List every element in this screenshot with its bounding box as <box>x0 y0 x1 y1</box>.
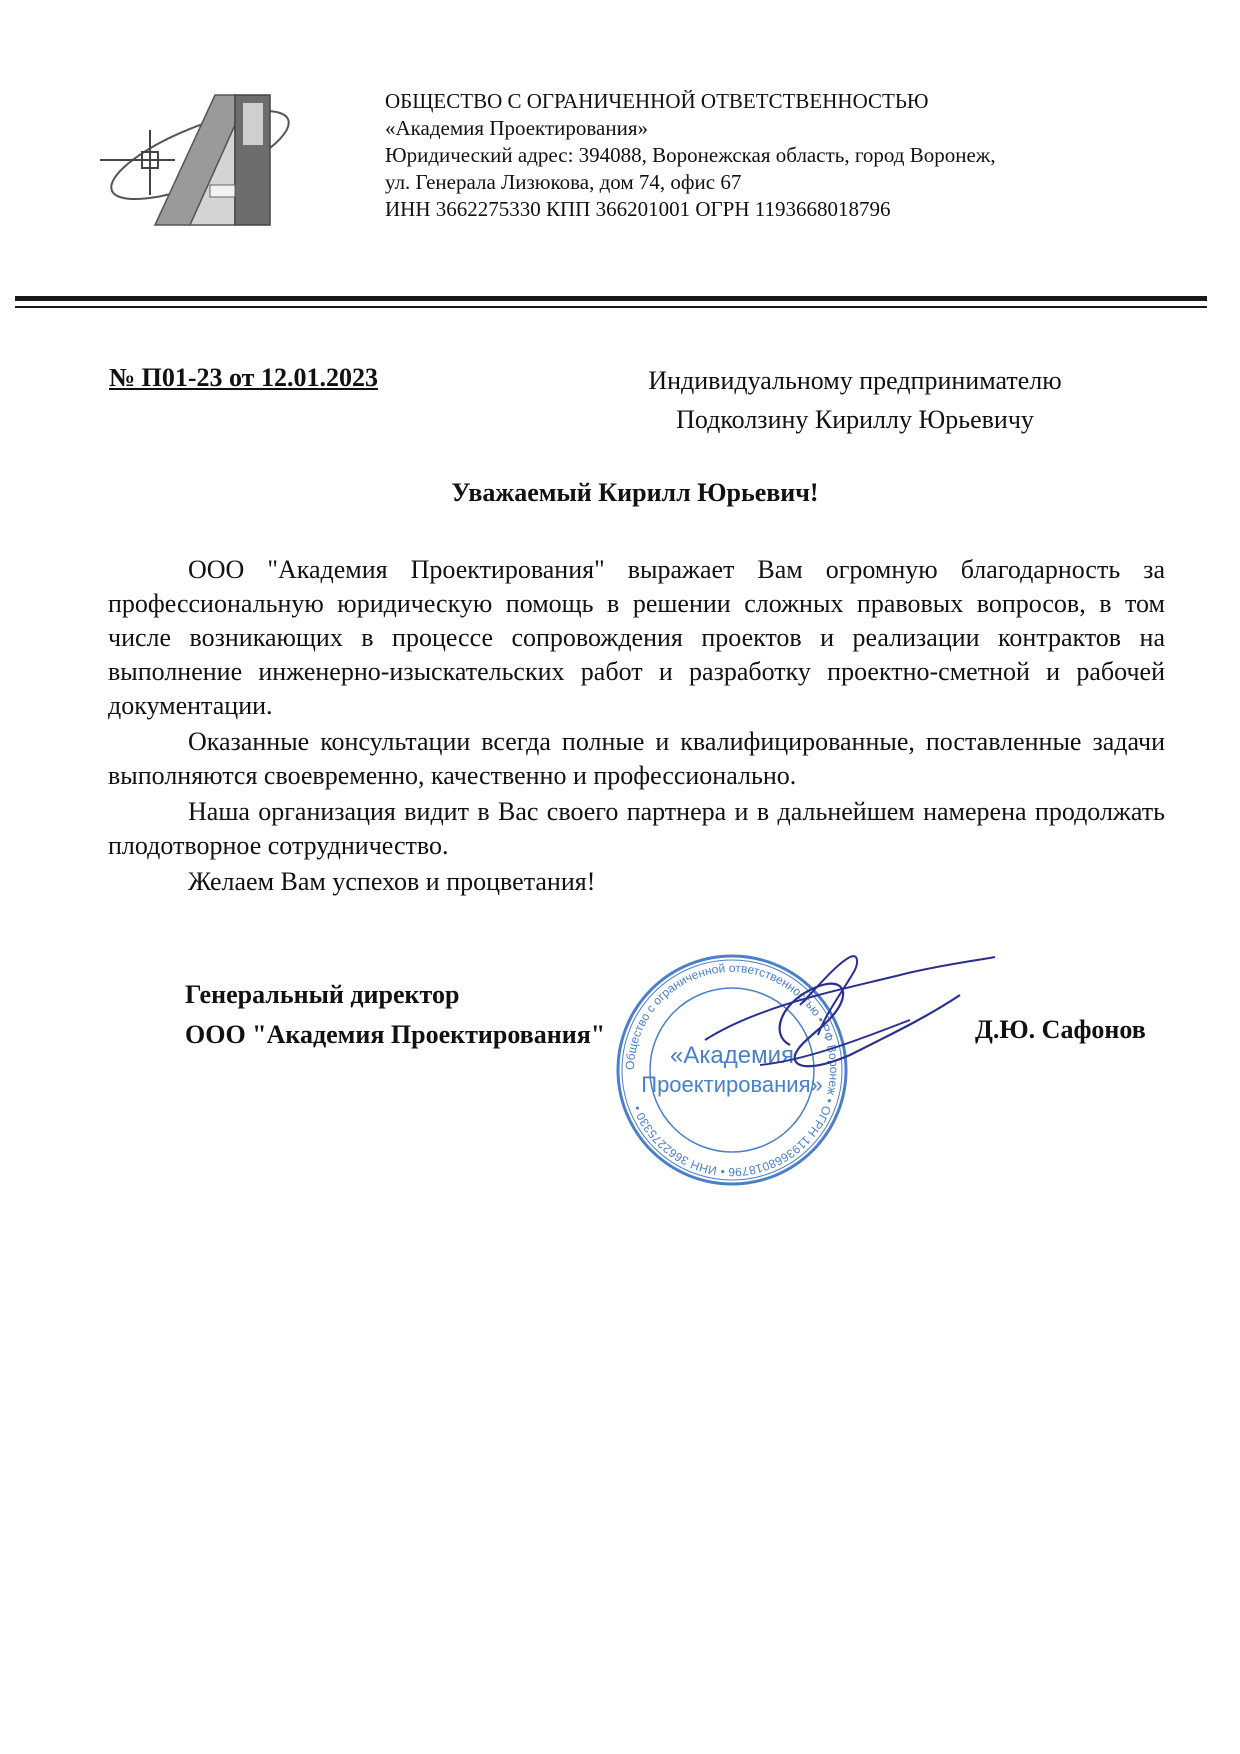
letterhead-org-type: ОБЩЕСТВО С ОГРАНИЧЕННОЙ ОТВЕТСТВЕННОСТЬЮ <box>385 89 929 113</box>
signatory-title <box>185 975 605 1055</box>
letter-body <box>108 553 1165 901</box>
handwritten-signature <box>700 945 1000 1085</box>
header-divider-thick <box>15 296 1207 301</box>
letterhead-address: Юридический адрес: 394088, Воронежская область, город Воронеж, <box>385 143 996 167</box>
recipient-title: Индивидуальному предпринимателю <box>648 366 1062 395</box>
letterhead-street: ул. Генерала Лизюкова, дом 74, офис 67 <box>385 170 742 194</box>
paragraph: Наша организация видит в Вас своего партнера и в дальнейшем намерена продолжать плодотворное сотрудничество. <box>108 797 1165 860</box>
stamp-center-line1: «Академия <box>670 1042 794 1069</box>
greeting: Уважаемый Кирилл Юрьевич! <box>451 478 819 507</box>
signatory-name: Д.Ю. Сафонов <box>975 1015 1146 1044</box>
recipient-name: Подколзину Кириллу Юрьевичу <box>676 405 1034 434</box>
stamp-ring-text: Общество с ограниченной ответственностью • РФ Воронеж • ОГРН 1193668018796 • ИНН 3662275330 • <box>622 960 842 1180</box>
stamp-center-line2: Проектирования» <box>641 1072 823 1097</box>
letterhead-org-name: «Академия Проектирования» <box>385 116 648 140</box>
paragraph: ООО "Академия Проектирования" выражает Вам огромную благодарность за профессиональную юридическую помощь в решении сложных правовых вопросов, в том числе возникающих в процессе сопровождения проектов и реализации контрактов на выполнение инженерно-изыскательских работ и разработку проектно-сметной и рабочей документации. <box>108 555 1165 720</box>
paragraph: Оказанные консультации всегда полные и квалифицированные, поставленные задачи выполняются своевременно, качественно и профессионально. <box>108 727 1165 790</box>
recipient <box>560 361 1150 439</box>
company-logo-icon <box>95 85 315 255</box>
signatory-position: Генеральный директор <box>185 980 460 1009</box>
letterhead <box>385 88 996 223</box>
document-reference: № П01-23 от 12.01.2023 <box>109 363 378 392</box>
paragraph: Желаем Вам успехов и процветания! <box>188 867 596 896</box>
letterhead-requisites: ИНН 3662275330 КПП 366201001 ОГРН 1193668018796 <box>385 197 891 221</box>
header-divider-thin <box>15 306 1207 308</box>
signatory-organization: ООО "Академия Проектирования" <box>185 1020 606 1049</box>
